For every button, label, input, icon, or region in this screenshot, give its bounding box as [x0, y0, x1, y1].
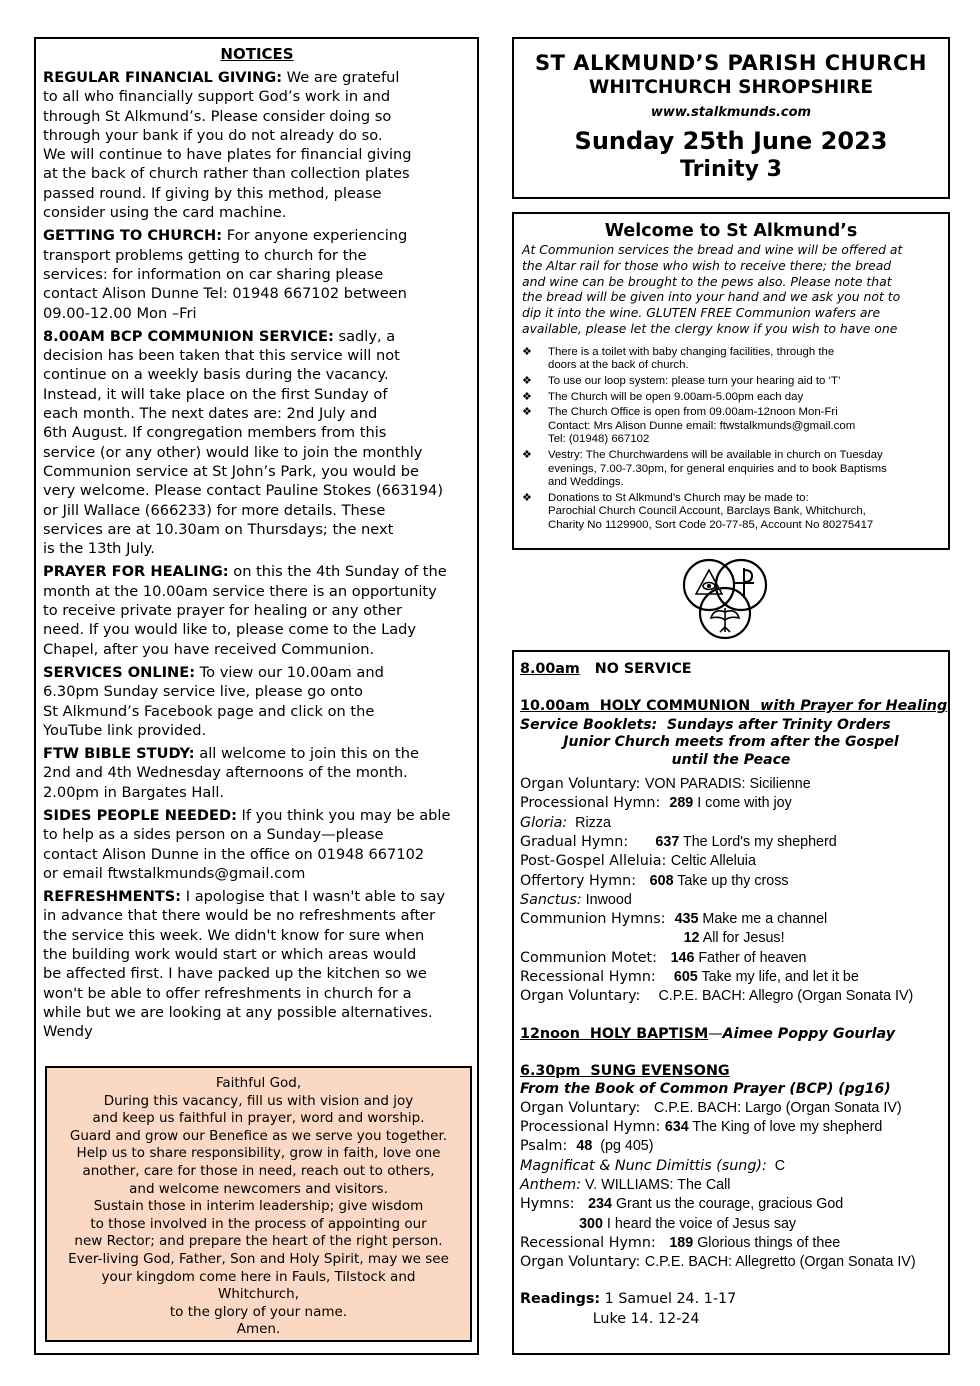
liturgical-sunday: Trinity 3 [679, 157, 782, 182]
order-label: Processional Hymn: [520, 1119, 665, 1136]
info-text: To use our loop system: please turn your hearing aid to ‘T’ [548, 374, 841, 387]
hymn-number: 12 [683, 930, 700, 947]
notice-item [43, 226, 471, 322]
order-label: Organ Voluntary: [520, 1254, 645, 1271]
order-text: VON PARADIS: Sicilienne [644, 776, 811, 793]
info-text: There is a toilet with baby changing facilities, through the doors at the back of church. [548, 345, 835, 372]
diamond-bullet-icon: ❖ [522, 448, 532, 461]
service-evensong-time: 6.30pm [520, 1062, 581, 1079]
info-item [522, 391, 940, 405]
diamond-bullet-icon: ❖ [522, 406, 532, 419]
order-text: Glorious things of thee [693, 1234, 841, 1251]
order-label: Offertory Hymn: [520, 872, 650, 889]
hymn-number: 48 [576, 1138, 593, 1155]
order-text: All for Jesus! [699, 930, 785, 947]
order-line [520, 1215, 942, 1234]
info-item [522, 492, 940, 533]
welcome-text: At Communion services the bread and wine will be offered at the Altar rail for those who wish to receive there; the bread and wine can be brought to the pews also. Please note that the bread will be given into your hand and we ask you not to dip it into the wine. GLUTEN FREE Communion wafers are available, please let the clergy know if you wish to have one [522, 242, 903, 336]
service-baptism-title: HOLY BAPTISM [579, 1025, 709, 1042]
order-text: C.P.E. BACH: Allegro (Organ Sonata IV) [658, 988, 914, 1005]
info-item [522, 375, 940, 389]
order-label: Hymns: [520, 1196, 589, 1213]
order-label: Gradual Hymn: [520, 833, 656, 850]
order-line [520, 1099, 942, 1118]
order-label: Recessional Hymn: [520, 1234, 670, 1251]
church-emblem-icon [680, 556, 770, 642]
notice-heading: 8.00AM BCP COMMUNION SERVICE: [43, 327, 334, 345]
service-baptism [520, 1025, 942, 1044]
hymn-number: 234 [588, 1196, 612, 1213]
notice-item [43, 68, 471, 222]
church-name: ST ALKMUND’S PARISH CHURCH [535, 51, 927, 75]
order-label: Recessional Hymn: [520, 969, 674, 986]
reading-1: 1 Samuel 24. 1-17 [600, 1291, 737, 1308]
notice-heading: REGULAR FINANCIAL GIVING: [43, 69, 283, 86]
service-1000-order [520, 775, 942, 1007]
order-text: Grant us the courage, gracious God [611, 1196, 844, 1213]
order-line [520, 1137, 942, 1156]
hymn-number: 435 [674, 911, 699, 928]
diamond-bullet-icon: ❖ [522, 390, 532, 403]
order-line [520, 968, 942, 987]
order-label: Anthem: [520, 1176, 582, 1193]
order-label: Communion Hymns: [520, 911, 675, 928]
order-line [520, 833, 942, 852]
order-label: Gloria: [520, 814, 568, 831]
service-baptism-time: 12noon [520, 1025, 580, 1042]
service-800 [520, 660, 942, 679]
order-line [520, 852, 942, 871]
service-evensong-sub: From the Book of Common Prayer (BCP) (pg16) [520, 1081, 891, 1098]
order-label: Organ Voluntary: [520, 988, 659, 1005]
order-text: Take up thy cross [673, 872, 789, 889]
order-text: (pg 405) [592, 1138, 654, 1155]
info-text: The Church will be open 9.00am-5.00pm each day [548, 390, 804, 403]
notice-heading: FTW BIBLE STUDY: [43, 745, 195, 763]
order-text: I come with joy [693, 795, 792, 812]
church-website[interactable]: www.stalkmunds.com [650, 105, 812, 120]
notice-body: on this the 4th Sunday of the month at the 10.00am service there is an opportunity to receive private prayer for healing or any other need. If you would like to, please come to the Lady Chapel, after you have received Communion. [43, 563, 447, 658]
hymn-number: 300 [579, 1215, 603, 1232]
order-label: Post-Gospel Alleluia: [520, 853, 671, 870]
info-item [522, 406, 940, 447]
hymn-number: 289 [669, 795, 694, 812]
vacancy-prayer: Faithful God, During this vacancy, fill us with vision and joy and keep us faithful in prayer, word and worship. Guard and grow our Benefice as we serve you together. Help us to share responsibility, grow in faith, love one another, care for those in need, reach out to others, and welcome newcomers and visitors. Sustain those in interim leadership; give wisdom to those involved in the process of appointing our new Rector; and prepare the heart of the right person. Ever-living God, Father, Son and Holy Spirit, may we see your kingdom come here in Fauls, Tilstock and Whitchurch, to the glory of your name. Amen. [45, 1066, 472, 1342]
welcome-panel [512, 212, 950, 550]
order-line [520, 949, 942, 968]
services-panel [512, 650, 950, 1355]
diamond-bullet-icon: ❖ [522, 345, 532, 358]
order-text: V. WILLIAMS: The Call [581, 1176, 731, 1193]
order-line [520, 775, 942, 794]
order-text: Make me a channel [698, 911, 828, 928]
order-line [520, 1157, 942, 1176]
info-item [522, 449, 940, 490]
order-label: Communion Motet: [520, 949, 671, 966]
notice-body: sadly, a decision has been taken that this service will not continue on a weekly basis during the vacancy. Instead, it will take place on the first Sunday of each month. The next dates are: 2nd July and 6th August. If congregation members from this service (or any other) would like to join the monthly Communion service at St John’s Park, you would be very welcome. Please contact Pauline Stokes (663194) or Jill Wallace (666233) for more details. These services are at 10.30am on Thursdays; the next is the 13th July. [43, 327, 444, 558]
readings [520, 1290, 942, 1309]
notice-body: If you think you may be able to help as a sides person on a Sunday—please contact Alison Dunne in the office on 01948 667102 or email ftwstalkmunds@gmail.com [43, 806, 451, 882]
service-800-title: NO SERVICE [579, 661, 692, 677]
diamond-bullet-icon: ❖ [522, 374, 532, 387]
notice-heading: SIDES PEOPLE NEEDED: [43, 806, 237, 824]
order-line [520, 814, 942, 833]
order-text: The Lord's my shepherd [679, 833, 837, 850]
order-line [520, 891, 942, 910]
service-800-time: 8.00am [520, 661, 580, 677]
order-line [520, 1176, 942, 1195]
service-baptism-dash: — [708, 1025, 723, 1042]
order-label: Magnificat & Nunc Dimittis (sung): [520, 1157, 767, 1174]
notice-item [43, 663, 471, 740]
notice-heading: GETTING TO CHURCH: [43, 227, 223, 245]
notice-heading: SERVICES ONLINE: [43, 663, 196, 681]
service-evensong-order [520, 1099, 942, 1273]
service-1000-title: HOLY COMMUNION [589, 698, 756, 715]
notice-body: To view our 10.00am and 6.30pm Sunday service live, please go onto St Alkmund’s Facebook page and click on the YouTube link provided. [43, 663, 384, 739]
order-line [520, 1195, 942, 1214]
info-item [522, 346, 940, 373]
order-line [520, 929, 942, 948]
order-text: Take my life, and let it be [697, 969, 859, 986]
order-line [520, 987, 942, 1006]
hymn-number: 146 [670, 949, 695, 966]
order-label: Organ Voluntary: [520, 1099, 654, 1116]
church-header [512, 37, 950, 199]
order-text: C.P.E. BACH: Allegretto (Organ Sonata IV) [644, 1254, 916, 1271]
notice-item [43, 806, 471, 883]
notice-heading: REFRESHMENTS: [43, 888, 182, 906]
order-line [520, 794, 942, 813]
notice-heading: PRAYER FOR HEALING: [43, 563, 229, 581]
readings-label: Readings: [520, 1291, 601, 1308]
notice-body: I apologise that I wasn't able to say in advance that there would be no refreshments after the service this week. We didn't know for sure when the building work would start or which areas would be affected first. I have packed up the kitchen so we won't be able to offer refreshments in church for a while but we are looking at any possible alternatives. Wendy [43, 888, 446, 1041]
service-1000-junior-end: until the Peace [671, 751, 791, 768]
hymn-number: 605 [673, 969, 698, 986]
hymn-number: 634 [664, 1119, 689, 1136]
order-text: Inwood [581, 891, 632, 908]
info-text: Donations to St Alkmund’s Church may be made to: Parochial Church Council Account, Barclays Bank, Whitchurch, Charity No 1129900, Sort Code 20-77-85, Account No 80275417 [548, 491, 874, 531]
order-line [520, 872, 942, 891]
hymn-number: 637 [655, 833, 680, 850]
info-text: The Church Office is open from 09.00am-12noon Mon-Fri Contact: Mrs Alison Dunne email: ftwstalkmunds@gmail.com Tel: (01948) 667102 [548, 406, 856, 446]
order-text: Father of heaven [694, 949, 807, 966]
service-1000-title-extra: with Prayer for Healing [755, 698, 948, 715]
diamond-bullet-icon: ❖ [522, 491, 532, 504]
service-1000-time: 10.00am [520, 698, 590, 715]
order-line [520, 1253, 942, 1272]
hymn-number: 189 [669, 1234, 694, 1251]
service-date: Sunday 25th June 2023 [574, 127, 888, 155]
order-label: Organ Voluntary: [520, 776, 645, 793]
order-text: Celtic Alleluia [670, 853, 756, 870]
service-evensong-title: SUNG EVENSONG [580, 1062, 730, 1079]
notice-item [43, 562, 471, 658]
order-line [520, 910, 942, 929]
notice-item [43, 327, 471, 559]
order-label [520, 1216, 579, 1232]
order-label: Sanctus: [520, 891, 582, 908]
order-label: Processional Hymn: [520, 795, 670, 812]
notice-item [43, 744, 471, 802]
order-text: C [766, 1157, 786, 1174]
info-text: Vestry: The Churchwardens will be available in church on Tuesday evenings, 7.00-7.30pm, for general enquiries and to book Baptisms and Weddings. [548, 448, 887, 489]
order-label: Psalm: [520, 1138, 577, 1155]
notices-title: NOTICES [220, 45, 294, 63]
order-text: C.P.E. BACH: Largo (Organ Sonata IV) [653, 1099, 902, 1116]
notice-body: For anyone experiencing transport problems getting to church for the services: for information on car sharing please contact Alison Dunne Tel: 01948 667102 between 09.00-12.00 Mon –Fri [43, 227, 408, 322]
notices-list [43, 68, 471, 1042]
order-text: The King of love my shepherd [688, 1119, 883, 1136]
welcome-title: Welcome to St Alkmund’s [604, 221, 858, 241]
order-text: Rizza [567, 814, 611, 831]
info-list [522, 346, 940, 533]
service-evensong [520, 1062, 942, 1081]
order-text: I heard the voice of Jesus say [602, 1215, 797, 1232]
notice-item [43, 887, 471, 1041]
notice-body: We are grateful to all who financially support God’s work in and through St Alkmund’s. Please consider doing so through your bank if you do not already do so. We will continue to have plates for financial giving at the back of church rather than collection plates passed round. If giving by this method, please consider using the card machine. [43, 69, 412, 222]
service-1000-junior: Junior Church meets from after the Gospel [563, 734, 899, 751]
order-line [520, 1234, 942, 1253]
service-1000-booklets: Service Booklets: Sundays after Trinity Orders [520, 716, 891, 733]
reading-2: Luke 14. 12-24 [520, 1310, 700, 1327]
service-baptism-name: Aimee Poppy Gourlay [722, 1025, 896, 1042]
hymn-number: 608 [649, 872, 674, 889]
order-label [520, 930, 684, 946]
order-line [520, 1118, 942, 1137]
church-location: WHITCHURCH SHROPSHIRE [588, 77, 874, 98]
service-1000 [520, 697, 948, 716]
notice-body: all welcome to join this on the 2nd and 4th Wednesday afternoons of the month. 2.00pm in Bargates Hall. [43, 745, 419, 801]
